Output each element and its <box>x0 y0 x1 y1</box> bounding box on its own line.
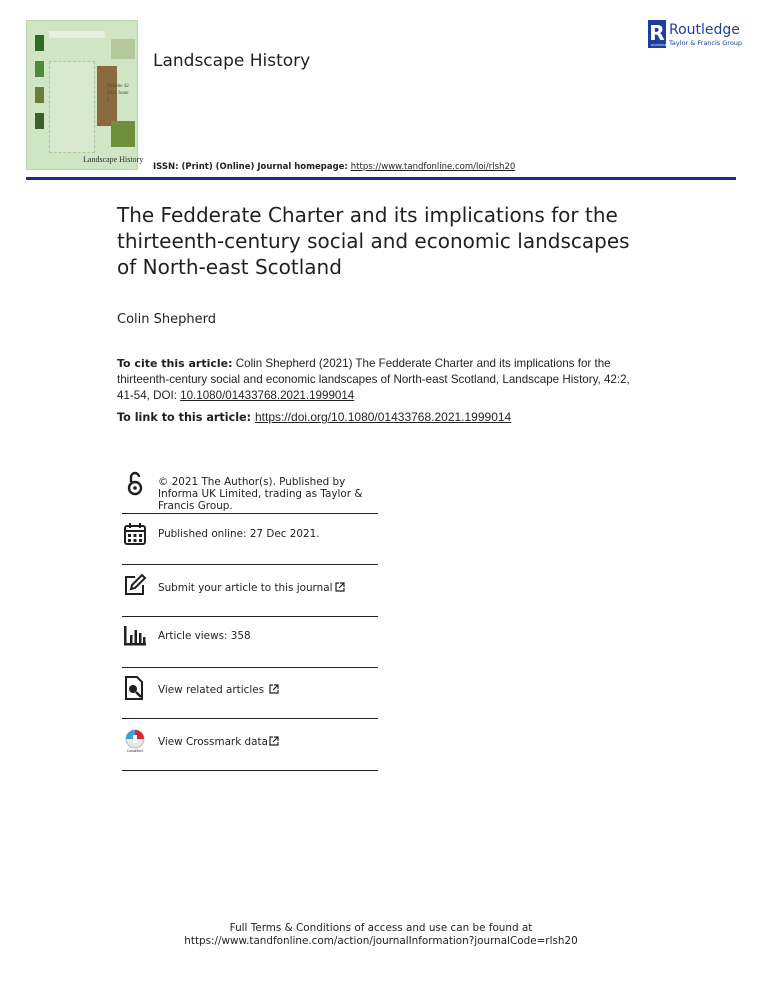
cover-photo <box>111 121 135 147</box>
journal-name: Landscape History <box>153 51 311 71</box>
divider <box>122 513 378 514</box>
related-articles-label: View related articles <box>158 684 265 696</box>
footer-line-1: Full Terms & Conditions of access and use can be found at <box>229 922 533 934</box>
crossmark-label: View Crossmark data <box>158 736 268 748</box>
open-access-icon <box>122 470 148 496</box>
crossmark-caption: CrossMark <box>126 749 144 753</box>
crossmark-icon <box>122 727 148 753</box>
cover-thumb <box>35 35 44 51</box>
header-rule <box>26 177 736 180</box>
journal-cover-image <box>26 20 144 170</box>
cover-volume: Volume 42 2021 Issue 2 <box>107 84 129 103</box>
article-title: The Fedderate Charter and its implications for the thirteenth-century social and economic landscapes of North-east Scotland <box>117 203 630 279</box>
edit-icon <box>122 572 148 598</box>
cover-thumb <box>35 61 44 77</box>
svg-text:R: R <box>649 21 665 45</box>
cite-label: To cite this article: <box>117 357 233 370</box>
cover-map <box>49 61 95 153</box>
cite-doi-link[interactable]: 10.1080/01433768.2021.1999014 <box>180 389 355 402</box>
issn-line <box>153 162 515 172</box>
external-link-icon <box>335 582 345 592</box>
divider <box>122 616 378 617</box>
external-link-icon <box>269 736 279 746</box>
cover-photo <box>111 39 135 59</box>
divider <box>122 770 378 771</box>
divider <box>122 564 378 565</box>
cover-title: Landscape History <box>83 155 144 164</box>
divider <box>122 718 378 719</box>
cover-thumb <box>35 87 44 103</box>
footer <box>0 922 762 948</box>
submit-article-label: Submit your article to this journal <box>158 582 333 594</box>
routledge-logo-icon <box>648 20 666 48</box>
crossmark-link[interactable] <box>158 736 388 748</box>
article-author: Colin Shepherd <box>117 312 216 327</box>
link-to-article <box>117 410 511 424</box>
external-link-icon <box>269 684 279 694</box>
submit-article-link[interactable] <box>158 582 388 594</box>
cover-thumb <box>35 113 44 129</box>
search-document-icon <box>122 675 148 701</box>
link-label: To link to this article: <box>117 411 255 424</box>
article-views: Article views: 358 <box>158 630 251 642</box>
article-doi-link[interactable]: https://doi.org/10.1080/01433768.2021.1999014 <box>255 410 512 424</box>
journal-homepage-link[interactable]: https://www.tandfonline.com/loi/rlsh20 <box>350 162 516 172</box>
bar-chart-icon <box>122 623 148 649</box>
footer-terms-link[interactable]: https://www.tandfonline.com/action/journalInformation?journalCode=rlsh20 <box>184 935 578 947</box>
license-text: © 2021 The Author(s). Published by Informa UK Limited, trading as Taylor & Francis Group. <box>158 476 363 512</box>
related-articles-link[interactable] <box>158 684 388 696</box>
published-date: Published online: 27 Dec 2021. <box>158 528 320 540</box>
citation-block <box>117 356 637 404</box>
issn-label: ISSN: (Print) (Online) Journal homepage: <box>153 162 351 172</box>
publisher-side-text: ROUTLEDGE <box>651 44 666 47</box>
divider <box>122 667 378 668</box>
cite-text: Colin Shepherd (2021) The Fedderate Charter and its implications for the thirteenth-century social and economic landscapes of North-east Scotland, Landscape History, 42:2, 41-54, DOI: <box>117 357 630 402</box>
calendar-icon <box>122 521 148 547</box>
publisher-name: Routledge <box>669 22 740 38</box>
publisher-subtitle: Taylor & Francis Group <box>669 39 743 47</box>
cover-band <box>49 31 105 38</box>
